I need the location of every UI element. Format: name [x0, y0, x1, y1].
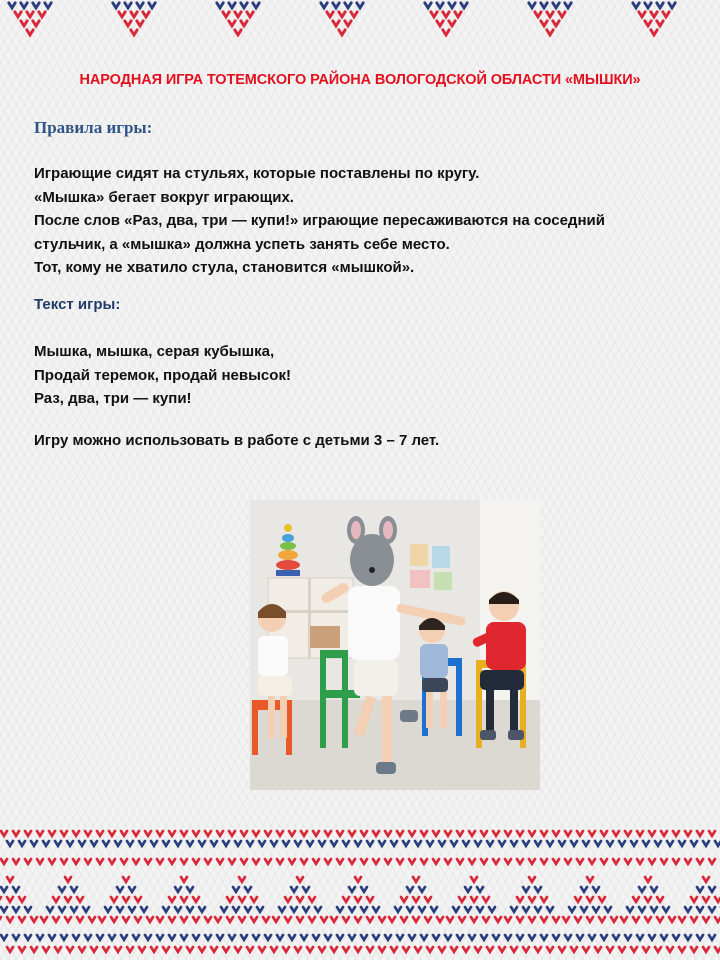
verse-line: Мышка, мышка, серая кубышка, — [34, 343, 275, 360]
children-game-photo — [250, 500, 540, 790]
verse-line: Раз, два, три — купи! — [34, 390, 192, 407]
rules-line: После слов «Раз, два, три — купи!» играющие пересаживаются на соседний — [34, 212, 605, 229]
bottom-knit-ornament — [0, 820, 720, 960]
page-title: НАРОДНАЯ ИГРА ТОТЕМСКОГО РАЙОНА ВОЛОГОДСКОЙ ОБЛАСТИ «МЫШКИ» — [79, 72, 641, 88]
verse-line: Продай теремок, продай невысок! — [34, 366, 291, 384]
rules-line: Играющие сидят на стульях, которые поставлены по кругу. — [34, 165, 480, 182]
rules-line: Тот, кому не хватило стула, становится «мышкой». — [34, 259, 415, 276]
rules-heading: Правила игры: — [34, 118, 153, 137]
top-knit-ornament — [0, 0, 720, 42]
game-text-heading: Текст игры: — [34, 296, 121, 313]
rules-text — [34, 162, 684, 280]
rules-line: «Мышка» бегает вокруг играющих. — [34, 188, 294, 206]
rules-line: стульчик, а «мышка» должна успеть занять себе место. — [34, 235, 450, 253]
age-note: Игру можно использовать в работе с детьми 3 – 7 лет. — [34, 432, 440, 449]
game-verse — [34, 340, 291, 411]
